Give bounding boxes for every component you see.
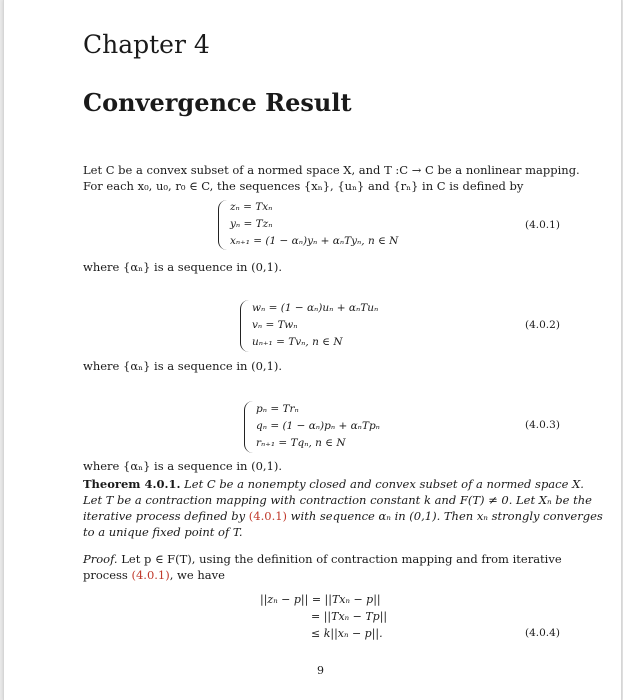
document-page bbox=[3, 0, 622, 700]
where-text-3: where {αₙ} is a sequence in (0,1). bbox=[83, 459, 283, 473]
equation-line: wₙ = (1 − αₙ)uₙ + αₙTuₙ bbox=[252, 302, 379, 314]
where-text-1: where {αₙ} is a sequence in (0,1). bbox=[83, 260, 283, 274]
brace bbox=[240, 300, 249, 352]
proof-label: Proof. bbox=[83, 552, 118, 566]
equation-system-1 bbox=[218, 199, 458, 251]
theorem-line-1 bbox=[83, 476, 584, 492]
page-number: 9 bbox=[317, 664, 324, 677]
equation-line: rₙ₊₁ = Tqₙ, n ∈ N bbox=[256, 437, 346, 449]
equation-system-3 bbox=[244, 400, 464, 454]
equation-line: zₙ = Txₙ bbox=[230, 201, 273, 213]
proof-text: process bbox=[83, 568, 132, 582]
equation-number-3: (4.0.3) bbox=[525, 419, 560, 431]
equation-line: xₙ₊₁ = (1 − αₙ)yₙ + αₙTyₙ, n ∈ N bbox=[230, 235, 399, 247]
section-title: Convergence Result bbox=[83, 88, 352, 117]
where-text-2: where {αₙ} is a sequence in (0,1). bbox=[83, 359, 283, 373]
equation-ref-link[interactable]: (4.0.1) bbox=[248, 509, 288, 523]
intro-line-2: For each x₀, u₀, r₀ ∈ C, the sequences {xₙ}, {uₙ} and {rₙ} in C is defined by bbox=[83, 179, 524, 193]
inequality-line-2: = ||Txₙ − Tp|| bbox=[311, 610, 388, 623]
theorem-label: Theorem 4.0.1. bbox=[83, 477, 181, 491]
equation-number-2: (4.0.2) bbox=[525, 319, 560, 331]
equation-system-2 bbox=[240, 299, 460, 353]
equation-line: yₙ = Tzₙ bbox=[230, 218, 273, 230]
intro-line-1: Let C be a convex subset of a normed space X, and T :C → C be a nonlinear mapping. bbox=[83, 163, 580, 177]
inequality-line-1: ||zₙ − p|| = ||Txₙ − p|| bbox=[260, 593, 381, 606]
proof-line-2 bbox=[83, 567, 225, 583]
theorem-line-4: to a unique fixed point of T. bbox=[83, 525, 243, 539]
equation-ref-link[interactable]: (4.0.1) bbox=[131, 568, 170, 582]
brace bbox=[218, 200, 227, 250]
equation-line: uₙ₊₁ = Tvₙ, n ∈ N bbox=[252, 336, 343, 348]
equation-number-1: (4.0.1) bbox=[525, 219, 560, 231]
theorem-text: Let C be a nonempty closed and convex subset of a normed space X. bbox=[184, 477, 584, 491]
theorem-text: with sequence αₙ in (0,1). Then xₙ strongly converges bbox=[287, 509, 603, 523]
inequality-line-3: ≤ k||xₙ − p||. bbox=[311, 627, 383, 640]
equation-line: pₙ = Trₙ bbox=[256, 403, 299, 415]
theorem-line-3 bbox=[83, 508, 603, 524]
proof-text: , we have bbox=[169, 568, 225, 582]
theorem-text: iterative process defined by bbox=[83, 509, 249, 523]
chapter-title: Chapter 4 bbox=[83, 30, 210, 59]
equation-line: vₙ = Twₙ bbox=[252, 319, 298, 331]
brace bbox=[244, 401, 253, 453]
proof-line-1 bbox=[83, 551, 562, 567]
equation-line: qₙ = (1 − αₙ)pₙ + αₙTpₙ bbox=[256, 420, 380, 432]
equation-number-4: (4.0.4) bbox=[525, 627, 560, 639]
theorem-line-2: Let T be a contraction mapping with contraction constant k and F(T) ≠ 0. Let Xₙ be the bbox=[83, 493, 592, 507]
proof-text: Let p ∈ F(T), using the definition of contraction mapping and from iterative bbox=[117, 552, 562, 566]
